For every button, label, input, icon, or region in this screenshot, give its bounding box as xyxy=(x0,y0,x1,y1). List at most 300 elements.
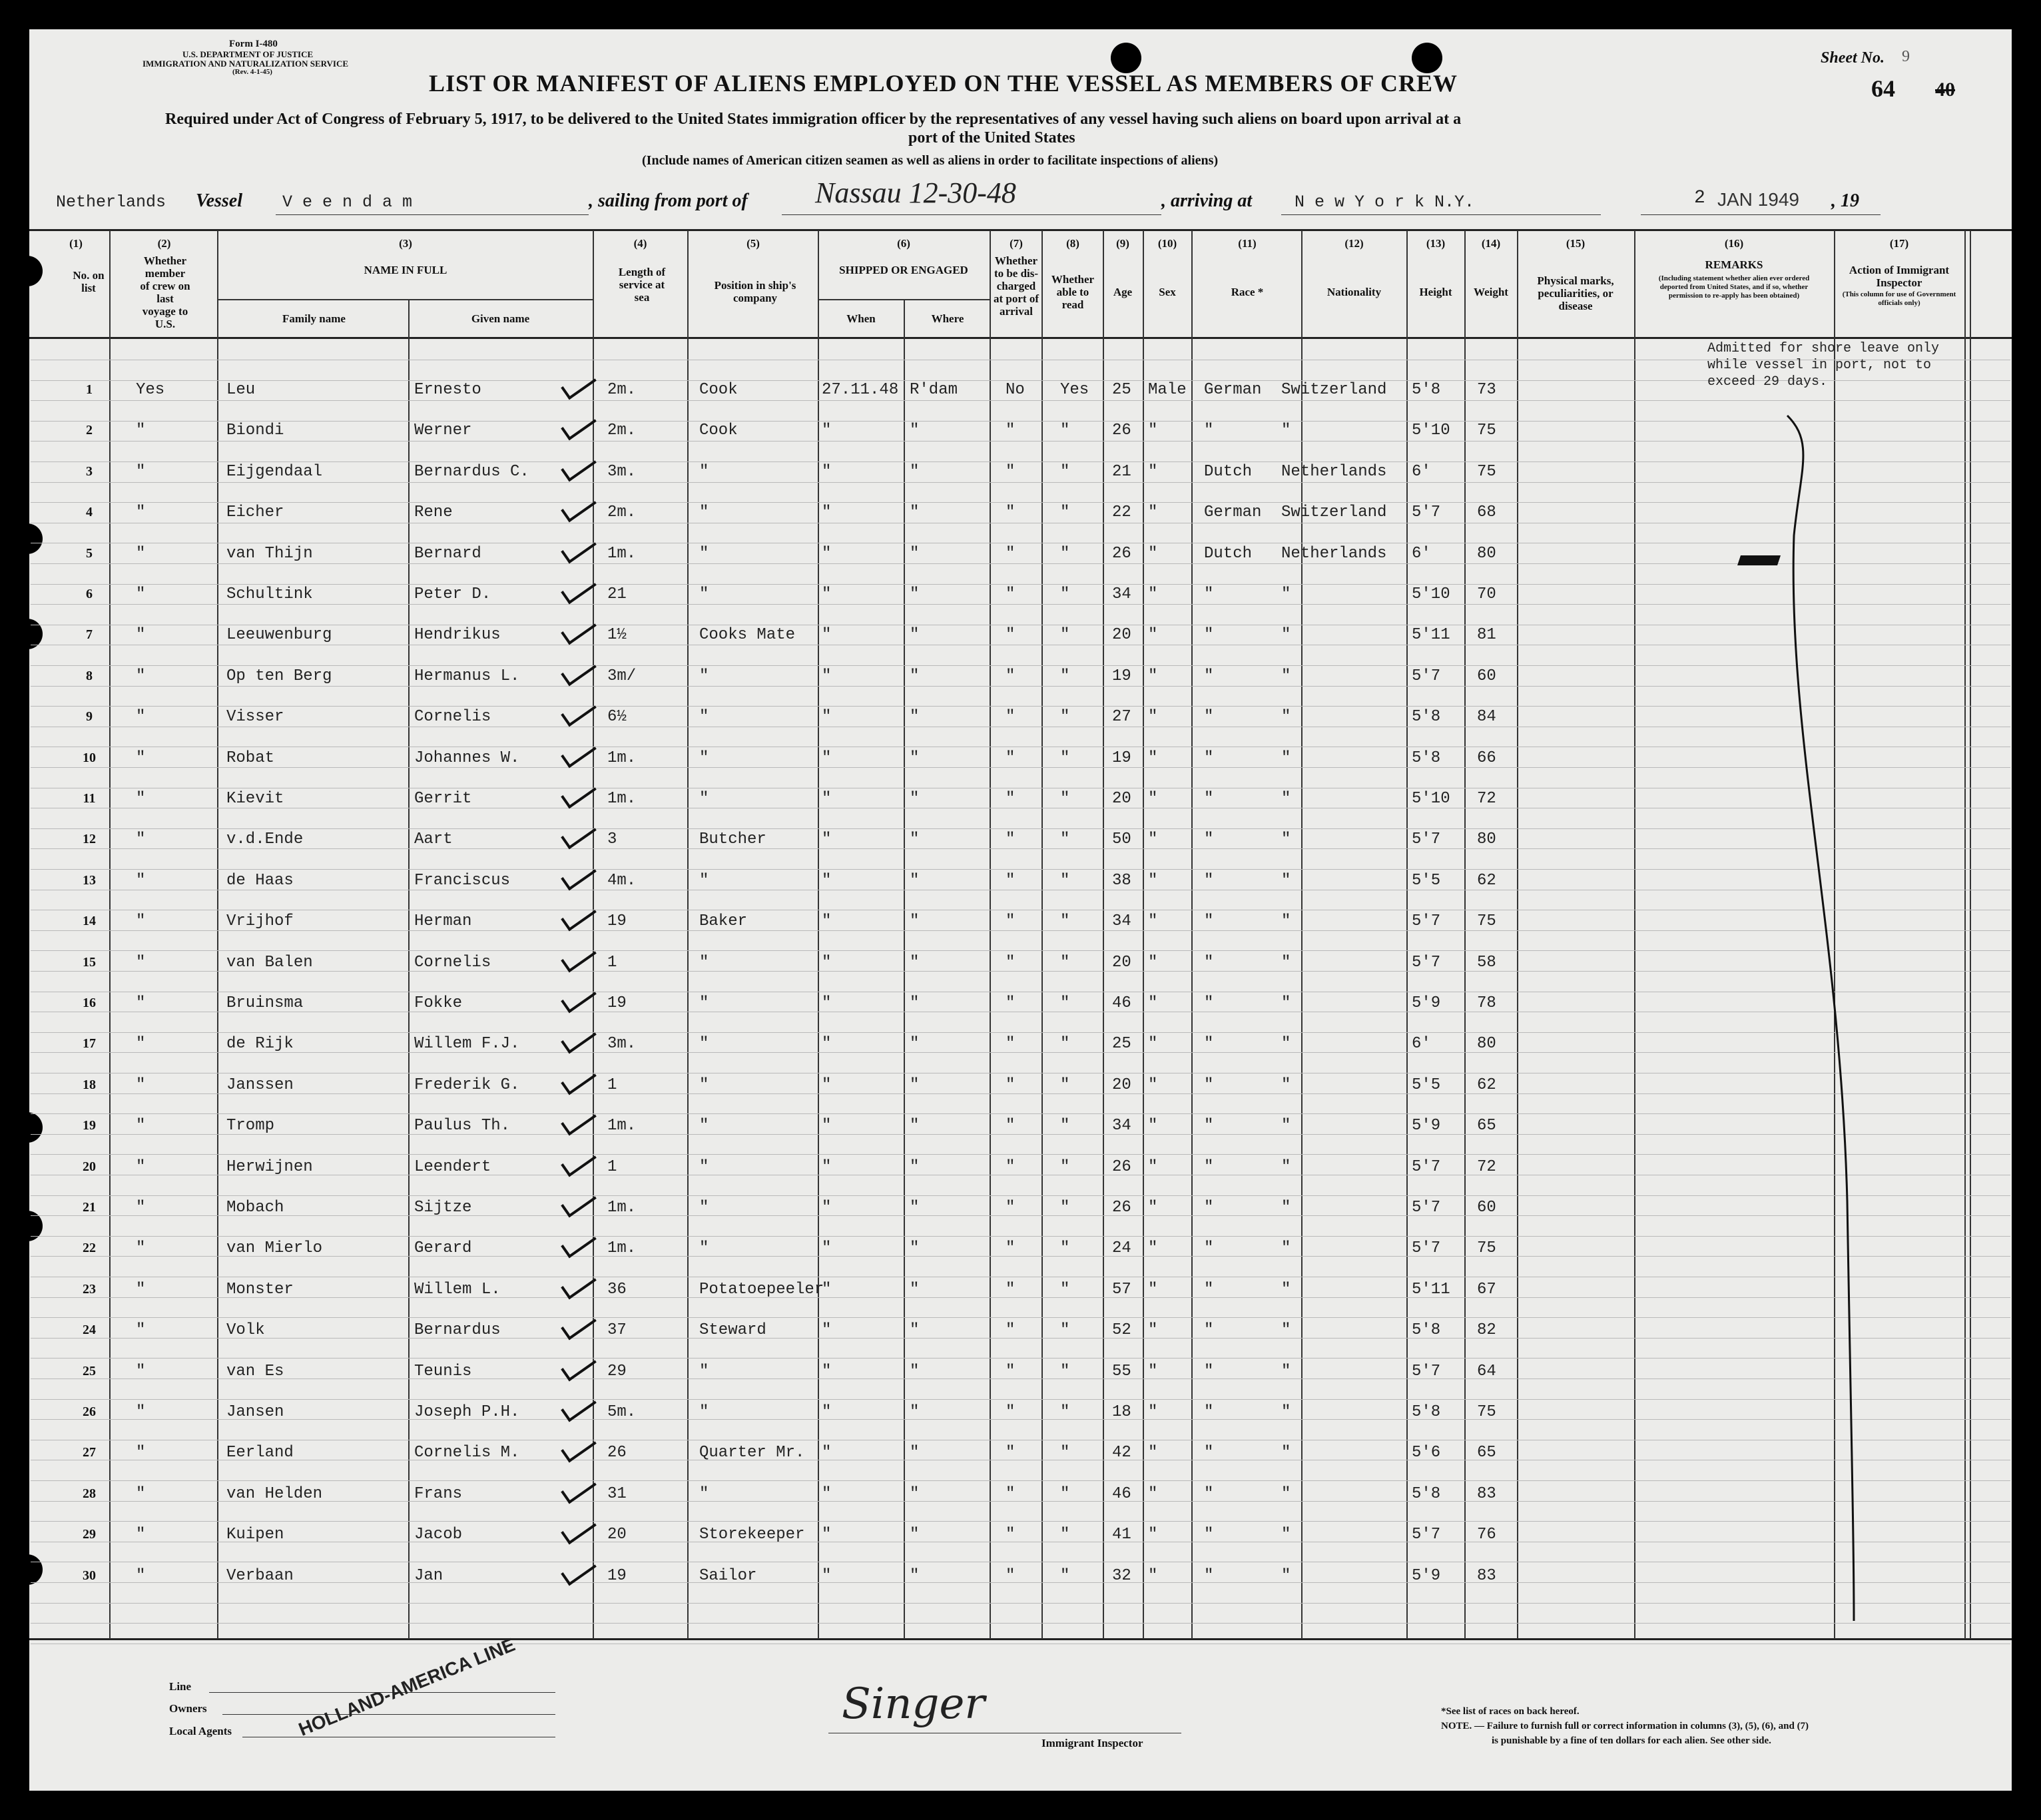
cell-when: 27.11.48 xyxy=(822,381,899,399)
cell-height: 5'9 xyxy=(1412,994,1441,1012)
punch-hole xyxy=(29,1554,43,1585)
ruled-line xyxy=(31,1582,2010,1583)
ruled-line xyxy=(31,584,2010,585)
cell-nat: " xyxy=(1281,1117,1291,1135)
cell-height: 5'8 xyxy=(1412,708,1441,727)
company-stamp: HOLLAND-AMERICA LINE xyxy=(296,1634,518,1740)
cell-nat: " xyxy=(1281,994,1291,1012)
cell-race: Dutch xyxy=(1204,462,1253,481)
check-mark-icon xyxy=(561,1145,597,1177)
ruled-line xyxy=(31,665,2010,666)
cell-weight: 80 xyxy=(1477,1035,1496,1054)
cell-where: " xyxy=(910,1484,920,1503)
cell-service: 29 xyxy=(607,1362,627,1380)
cell-weight: 62 xyxy=(1477,871,1496,890)
check-mark-icon xyxy=(561,818,597,850)
name-subheader-line xyxy=(217,299,593,300)
cell-disch: " xyxy=(1006,1484,1016,1503)
inspector-label: Immigrant Inspector xyxy=(1041,1737,1143,1749)
cell-prev: Yes xyxy=(136,381,165,399)
footer-note-races: *See list of races on back hereof. xyxy=(1441,1706,1580,1717)
cell-given: Cornelis xyxy=(414,953,491,972)
page-number: 64 xyxy=(1871,75,1895,102)
cell-weight: 82 xyxy=(1477,1321,1496,1340)
cell-age: 20 xyxy=(1112,626,1131,645)
cell-race: " xyxy=(1204,830,1214,849)
cell-prev: " xyxy=(136,708,146,727)
col-3-header: NAME IN FULL xyxy=(364,264,447,276)
cell-weight: 83 xyxy=(1477,1566,1496,1585)
cell-prev: " xyxy=(136,503,146,522)
form-rev: (Rev. 4-1-45) xyxy=(232,68,272,76)
col-15-header: Physical marks, peculiarities, or disease xyxy=(1537,274,1614,312)
cell-weight: 78 xyxy=(1477,994,1496,1012)
cell-where: " xyxy=(910,953,920,972)
vessel-name: V e e n d a m xyxy=(282,192,413,212)
cell-race: " xyxy=(1204,708,1214,727)
cell-family: van Thijn xyxy=(226,544,313,563)
col-5-header: Position in ship's company xyxy=(714,279,796,304)
cell-given: Cornelis M. xyxy=(414,1444,520,1462)
row-number: 14 xyxy=(83,914,96,929)
cell-read: " xyxy=(1060,462,1070,481)
cell-age: 46 xyxy=(1112,1484,1131,1503)
cell-race: " xyxy=(1204,1117,1214,1135)
cell-given: Aart xyxy=(414,830,453,849)
cell-disch: " xyxy=(1006,1157,1016,1176)
vessel-label: Vessel xyxy=(196,190,242,211)
arrival-day: 2 xyxy=(1694,188,1705,208)
cell-family: Bruinsma xyxy=(226,994,304,1012)
cell-position: Potatoepeeler xyxy=(699,1280,824,1299)
cell-read: Yes xyxy=(1060,381,1089,399)
inspector-signature: Singer xyxy=(842,1679,985,1729)
ruled-line xyxy=(31,482,2010,483)
cell-disch: " xyxy=(1006,585,1016,603)
ruled-line xyxy=(31,1501,2010,1502)
cell-when: " xyxy=(822,1526,832,1544)
cell-nat: " xyxy=(1281,585,1291,603)
ruled-line xyxy=(31,441,2010,442)
cell-prev: " xyxy=(136,1484,146,1503)
cell-service: 1m. xyxy=(607,1239,637,1258)
cell-family: Mobach xyxy=(226,1199,284,1217)
cell-age: 21 xyxy=(1112,462,1131,481)
cell-given: Gerrit xyxy=(414,790,472,808)
cell-where: " xyxy=(910,1280,920,1299)
page-title: LIST OR MANIFEST OF ALIENS EMPLOYED ON THE VESSEL AS MEMBERS OF CREW xyxy=(429,70,1458,97)
cell-age: 32 xyxy=(1112,1566,1131,1585)
cell-position: " xyxy=(699,1035,709,1054)
cell-where: " xyxy=(910,912,920,931)
cell-position: Baker xyxy=(699,912,748,931)
cell-where: " xyxy=(910,544,920,563)
cell-age: 20 xyxy=(1112,1075,1131,1094)
cell-given: Teunis xyxy=(414,1362,472,1380)
cell-weight: 80 xyxy=(1477,544,1496,563)
cell-height: 5'9 xyxy=(1412,1117,1441,1135)
cell-position: " xyxy=(699,585,709,603)
cell-nat: " xyxy=(1281,1444,1291,1462)
cell-height: 5'8 xyxy=(1412,749,1441,767)
cell-read: " xyxy=(1060,1075,1070,1094)
ruled-line xyxy=(31,930,2010,931)
check-mark-icon xyxy=(561,859,597,890)
cell-where: " xyxy=(910,1075,920,1094)
cell-where: " xyxy=(910,790,920,808)
cell-weight: 83 xyxy=(1477,1484,1496,1503)
check-mark-icon xyxy=(561,1472,597,1504)
cell-service: 19 xyxy=(607,1566,627,1585)
cell-prev: " xyxy=(136,1117,146,1135)
arrival-date-stamp: JAN 1949 xyxy=(1717,189,1799,210)
cell-prev: " xyxy=(136,871,146,890)
row-number: 9 xyxy=(86,709,93,725)
cell-given: Rene xyxy=(414,503,453,522)
cell-race: " xyxy=(1204,1199,1214,1217)
col-8-header: Whether able to read xyxy=(1051,273,1095,311)
cell-read: " xyxy=(1060,871,1070,890)
cell-read: " xyxy=(1060,422,1070,440)
row-number: 26 xyxy=(83,1404,96,1419)
cell-family: Volk xyxy=(226,1321,265,1340)
cell-given: Cornelis xyxy=(414,708,491,727)
cell-weight: 60 xyxy=(1477,1199,1496,1217)
cell-nat: Switzerland xyxy=(1281,503,1387,522)
col-13-number: (13) xyxy=(1426,237,1446,250)
cell-race: " xyxy=(1204,1566,1214,1585)
cell-where: " xyxy=(910,1321,920,1340)
cell-read: " xyxy=(1060,1239,1070,1258)
cell-where: " xyxy=(910,1157,920,1176)
cell-weight: 68 xyxy=(1477,503,1496,522)
check-mark-icon xyxy=(561,1350,597,1381)
cell-weight: 75 xyxy=(1477,462,1496,481)
row-number: 22 xyxy=(83,1241,96,1256)
cell-disch: " xyxy=(1006,503,1016,522)
cell-height: 5'7 xyxy=(1412,953,1441,972)
cell-read: " xyxy=(1060,790,1070,808)
cell-family: Biondi xyxy=(226,422,284,440)
check-mark-icon xyxy=(561,573,597,605)
cell-nat: Switzerland xyxy=(1281,381,1387,399)
cell-where: " xyxy=(910,503,920,522)
cell-nat: " xyxy=(1281,953,1291,972)
col-16-header: REMARKS xyxy=(1705,258,1763,271)
cell-prev: " xyxy=(136,1444,146,1462)
cell-race: " xyxy=(1204,626,1214,645)
ruled-line xyxy=(31,1154,2010,1155)
col-16-number: (16) xyxy=(1724,237,1744,250)
cell-given: Frans xyxy=(414,1484,463,1503)
col-4-header: Length of service at sea xyxy=(618,266,666,304)
cell-family: van Helden xyxy=(226,1484,323,1503)
cell-given: Franciscus xyxy=(414,871,511,890)
cell-age: 52 xyxy=(1112,1321,1131,1340)
cell-sex: " xyxy=(1148,462,1158,481)
row-number: 11 xyxy=(83,791,96,806)
cell-service: 3m. xyxy=(607,1035,637,1054)
cell-family: Visser xyxy=(226,708,284,727)
cell-family: Op ten Berg xyxy=(226,667,332,685)
col-17-header: Action of Immigrant Inspector xyxy=(1849,264,1950,289)
cell-position: " xyxy=(699,1157,709,1176)
cell-family: Tromp xyxy=(226,1117,275,1135)
cell-position: " xyxy=(699,667,709,685)
cell-disch: " xyxy=(1006,1526,1016,1544)
col-6-header: SHIPPED OR ENGAGED xyxy=(839,264,968,276)
cell-given: Peter D. xyxy=(414,585,491,603)
cell-read: " xyxy=(1060,1362,1070,1380)
cell-position: Cook xyxy=(699,422,738,440)
cell-race: " xyxy=(1204,871,1214,890)
cell-race: " xyxy=(1204,422,1214,440)
ruled-line xyxy=(31,502,2010,503)
cell-race: " xyxy=(1204,953,1214,972)
cell-where: " xyxy=(910,1403,920,1421)
cell-disch: " xyxy=(1006,1280,1016,1299)
cell-service: 19 xyxy=(607,994,627,1012)
cell-sex: " xyxy=(1148,1321,1158,1340)
cell-position: Quarter Mr. xyxy=(699,1444,805,1462)
col-3-number: (3) xyxy=(399,237,412,250)
form-service: IMMIGRATION AND NATURALIZATION SERVICE xyxy=(143,59,349,69)
cell-height: 5'7 xyxy=(1412,1362,1441,1380)
cell-height: 5'5 xyxy=(1412,871,1441,890)
cell-service: 4m. xyxy=(607,871,637,890)
cell-race: " xyxy=(1204,1035,1214,1054)
cell-age: 19 xyxy=(1112,667,1131,685)
cell-disch: " xyxy=(1006,1403,1016,1421)
cell-height: 5'8 xyxy=(1412,1321,1441,1340)
cell-family: Jansen xyxy=(226,1403,284,1421)
ruled-line xyxy=(31,1399,2010,1400)
row-number: 2 xyxy=(86,423,93,438)
subtitle-line1: Required under Act of Congress of February 5, 1917, to be delivered to the United States immigration officer by the representatives of any vessel having such aliens on board upon arrival at a xyxy=(165,111,1462,128)
cell-given: Paulus Th. xyxy=(414,1117,511,1135)
cell-where: " xyxy=(910,585,920,603)
cell-read: " xyxy=(1060,953,1070,972)
cell-prev: " xyxy=(136,462,146,481)
cell-family: van Mierlo xyxy=(226,1239,323,1258)
cell-height: 5'9 xyxy=(1412,1566,1441,1585)
cell-service: 5m. xyxy=(607,1403,637,1421)
cell-race: " xyxy=(1204,1526,1214,1544)
ruled-line xyxy=(31,604,2010,605)
cell-weight: 72 xyxy=(1477,1157,1496,1176)
col-17-subheader: (This column for use of Government officials only) xyxy=(1842,290,1956,307)
cell-sex: " xyxy=(1148,1117,1158,1135)
footer-note-fine: is punishable by a fine of ten dollars for each alien. See other side. xyxy=(1492,1735,1771,1746)
cell-sex: " xyxy=(1148,708,1158,727)
cell-given: Fokke xyxy=(414,994,463,1012)
cell-when: " xyxy=(822,462,832,481)
cell-age: 26 xyxy=(1112,1157,1131,1176)
cell-disch: " xyxy=(1006,1075,1016,1094)
row-number: 4 xyxy=(86,505,93,520)
cell-read: " xyxy=(1060,1035,1070,1054)
table-bottom-border xyxy=(29,1638,2012,1640)
cell-height: 6' xyxy=(1412,462,1431,481)
check-mark-icon xyxy=(561,655,597,686)
cell-where: " xyxy=(910,708,920,727)
cell-when: " xyxy=(822,1157,832,1176)
ruled-line xyxy=(31,1378,2010,1379)
cell-when: " xyxy=(822,994,832,1012)
cell-family: Eicher xyxy=(226,503,284,522)
cell-service: 1m. xyxy=(607,1199,637,1217)
cell-nat: " xyxy=(1281,667,1291,685)
cell-position: " xyxy=(699,871,709,890)
cell-nat: " xyxy=(1281,1526,1291,1544)
line-label: Line xyxy=(169,1680,192,1693)
cell-family: v.d.Ende xyxy=(226,830,304,849)
cell-position: " xyxy=(699,1403,709,1421)
cell-service: 2m. xyxy=(607,422,637,440)
cell-given: Jan xyxy=(414,1566,443,1585)
row-number: 3 xyxy=(86,463,93,479)
cell-age: 50 xyxy=(1112,830,1131,849)
cell-height: 5'8 xyxy=(1412,1403,1441,1421)
cell-prev: " xyxy=(136,1321,146,1340)
cell-position: Steward xyxy=(699,1321,766,1340)
cell-height: 5'6 xyxy=(1412,1444,1441,1462)
cell-nat: " xyxy=(1281,830,1291,849)
cell-service: 19 xyxy=(607,912,627,931)
cell-service: 6½ xyxy=(607,708,627,727)
cell-race: " xyxy=(1204,1157,1214,1176)
cell-weight: 80 xyxy=(1477,830,1496,849)
remarks-line1: Admitted for shore leave only xyxy=(1707,341,1940,356)
cell-family: Schultink xyxy=(226,585,313,603)
check-mark-icon xyxy=(561,1227,597,1259)
cell-age: 24 xyxy=(1112,1239,1131,1258)
cell-sex: " xyxy=(1148,790,1158,808)
check-mark-icon xyxy=(561,941,597,972)
cell-family: Herwijnen xyxy=(226,1157,313,1176)
cell-age: 57 xyxy=(1112,1280,1131,1299)
ruled-line xyxy=(31,1052,2010,1053)
cell-given: Willem L. xyxy=(414,1280,501,1299)
cell-prev: " xyxy=(136,1403,146,1421)
cell-read: " xyxy=(1060,626,1070,645)
cell-age: 27 xyxy=(1112,708,1131,727)
ruled-line xyxy=(31,1236,2010,1237)
cell-disch: " xyxy=(1006,994,1016,1012)
subtitle-line3: (Include names of American citizen seamen as well as aliens in order to facilitate inspections of aliens) xyxy=(642,153,1219,168)
col-1-number: (1) xyxy=(69,237,83,250)
col-7-number: (7) xyxy=(1010,237,1023,250)
cell-height: 5'10 xyxy=(1412,422,1450,440)
cell-age: 34 xyxy=(1112,1117,1131,1135)
cell-prev: " xyxy=(136,953,146,972)
cell-position: " xyxy=(699,790,709,808)
cell-read: " xyxy=(1060,503,1070,522)
table-top-border xyxy=(29,229,2012,231)
punch-hole xyxy=(29,1112,43,1143)
cell-weight: 65 xyxy=(1477,1444,1496,1462)
col-9-header: Age xyxy=(1113,286,1133,298)
col-5-number: (5) xyxy=(746,237,760,250)
ruled-line xyxy=(31,1419,2010,1420)
cell-where: " xyxy=(910,422,920,440)
cell-position: " xyxy=(699,462,709,481)
cell-family: Kievit xyxy=(226,790,284,808)
col-14-number: (14) xyxy=(1481,237,1501,250)
cell-position: " xyxy=(699,544,709,563)
check-mark-icon xyxy=(561,1391,597,1422)
cell-race: Dutch xyxy=(1204,544,1253,563)
punch-hole xyxy=(29,523,43,554)
cell-disch: " xyxy=(1006,1199,1016,1217)
cell-sex: " xyxy=(1148,953,1158,972)
check-mark-icon xyxy=(561,696,597,727)
cell-position: " xyxy=(699,994,709,1012)
cell-disch: " xyxy=(1006,749,1016,767)
cell-race: " xyxy=(1204,790,1214,808)
cell-where: " xyxy=(910,1117,920,1135)
cell-when: " xyxy=(822,1280,832,1299)
cell-disch: " xyxy=(1006,626,1016,645)
cell-given: Jacob xyxy=(414,1526,463,1544)
cell-disch: " xyxy=(1006,1444,1016,1462)
sailing-port: Nassau 12-30-48 xyxy=(815,176,1016,209)
cell-disch: " xyxy=(1006,462,1016,481)
cell-when: " xyxy=(822,544,832,563)
cell-weight: 64 xyxy=(1477,1362,1496,1380)
check-mark-icon xyxy=(561,1432,597,1463)
row-number: 24 xyxy=(83,1323,96,1338)
col-3b-header: Given name xyxy=(471,312,530,325)
cell-service: 1 xyxy=(607,953,617,972)
cell-nat: " xyxy=(1281,1239,1291,1258)
flag-country: Netherlands xyxy=(56,192,166,212)
check-mark-icon xyxy=(561,369,597,400)
cell-race: " xyxy=(1204,1075,1214,1094)
cell-weight: 67 xyxy=(1477,1280,1496,1299)
cell-service: 1m. xyxy=(607,544,637,563)
cell-read: " xyxy=(1060,544,1070,563)
row-number: 12 xyxy=(83,832,96,847)
cell-read: " xyxy=(1060,1117,1070,1135)
row-number: 20 xyxy=(83,1159,96,1174)
col-6-number: (6) xyxy=(897,237,910,250)
col-10-header: Sex xyxy=(1159,286,1176,298)
cell-height: 5'5 xyxy=(1412,1075,1441,1094)
cell-service: 21 xyxy=(607,585,627,603)
sheet-label: Sheet No. xyxy=(1821,49,1885,67)
cell-weight: 76 xyxy=(1477,1526,1496,1544)
cell-height: 5'11 xyxy=(1412,626,1450,645)
ruled-line xyxy=(31,869,2010,870)
cell-when: " xyxy=(822,830,832,849)
cell-disch: " xyxy=(1006,1321,1016,1340)
row-number: 13 xyxy=(83,872,96,888)
ruled-line xyxy=(31,1623,2010,1624)
cell-age: 22 xyxy=(1112,503,1131,522)
cell-where: " xyxy=(910,1362,920,1380)
cell-when: " xyxy=(822,790,832,808)
cell-weight: 70 xyxy=(1477,585,1496,603)
cell-given: Hendrikus xyxy=(414,626,501,645)
cell-disch: " xyxy=(1006,790,1016,808)
cell-given: Bernardus xyxy=(414,1321,501,1340)
remarks-line3: exceed 29 days. xyxy=(1707,374,1828,390)
cell-when: " xyxy=(822,749,832,767)
cell-family: Robat xyxy=(226,749,275,767)
cell-where: " xyxy=(910,1199,920,1217)
cell-where: " xyxy=(910,871,920,890)
